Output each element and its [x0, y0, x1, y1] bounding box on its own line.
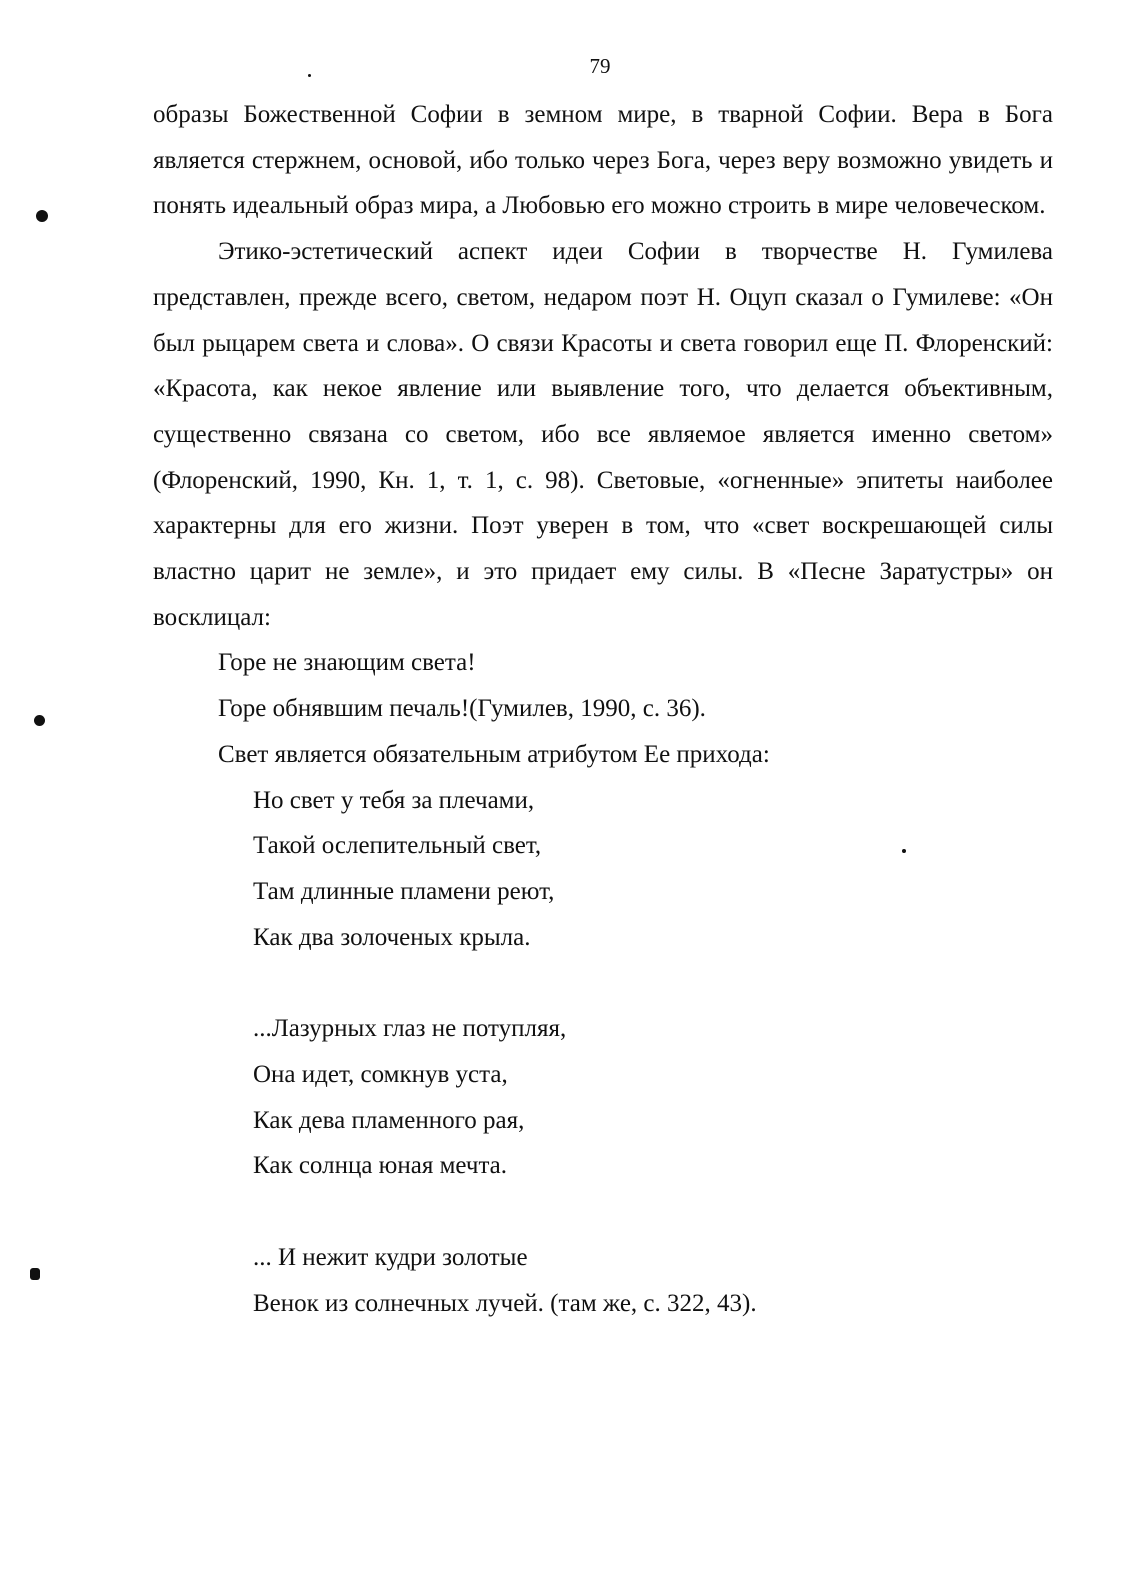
poem-stanza — [253, 778, 1053, 961]
scan-speck — [30, 1268, 40, 1280]
page-number: 79 — [589, 54, 611, 78]
poem-line: Венок из солнечных лучей. (там же, с. 322, 43). — [253, 1289, 757, 1317]
stanza-gap — [253, 960, 1053, 1006]
stanza-gap — [253, 1189, 1053, 1235]
poem-line: Она идет, сомкнув уста, — [253, 1061, 508, 1089]
paragraph: образы Божественной Софии в земном мире, в тварной Софии. Вера в Бога является стержнем, основой, ибо только через Бога, через веру возможно увидеть и понять идеальный образ мира, а Любовью его можно строить в мире человеческом. — [153, 101, 1053, 220]
poem-line: Там длинные пламени реют, — [253, 877, 555, 905]
poem-line: ... И нежит кудри золотые — [253, 1244, 528, 1272]
poem-stanza — [253, 1006, 1053, 1189]
poem-line: Как дева пламенного рая, — [253, 1106, 525, 1134]
quote-line: Горе обнявшим печаль!(Гумилев, 1990, с. 36). — [218, 695, 706, 723]
scan-speck — [34, 715, 45, 726]
poem-line: Как два золоченых крыла. — [253, 923, 531, 951]
poem-line: Такой ослепительный свет, — [253, 832, 542, 860]
scan-speck — [36, 210, 48, 222]
poem-line: Но свет у тебя за плечами, — [253, 786, 535, 814]
scan-speck — [308, 74, 311, 77]
poem-quote — [253, 778, 1053, 1327]
poem-line: Как солнца юная мечта. — [253, 1152, 508, 1180]
poem-stanza — [253, 1235, 1053, 1326]
poem-line: ...Лазурных глаз не потупляя, — [253, 1015, 567, 1043]
quote-line: Горе не знающим света! — [218, 649, 476, 677]
document-body — [153, 92, 1053, 1327]
paragraph: Этико-эстетический аспект идеи Софии в творчестве Н. Гумилева представлен, прежде всего, светом, недаром поэт Н. Оцуп сказал о Гумилеве: «Он был рыцарем света и слова». О связи Красоты и света говорил еще П. Флоренский: «Красота, как некое явление или выявление того, что делается объективным, существенно связана со светом, ибо все являемое является именно светом» (Флоренский, 1990, Кн. 1, т. 1, с. 98). Световые, «огненные» эпитеты наиболее характерны для его жизни. Поэт уверен в том, что «свет воскрешающей силы властно царит не земле», и это придает ему силы. В «Песне Заратустры» он восклицал: — [153, 238, 1053, 631]
quote-line: Свет является обязательным атрибутом Ее прихода: — [218, 740, 770, 768]
